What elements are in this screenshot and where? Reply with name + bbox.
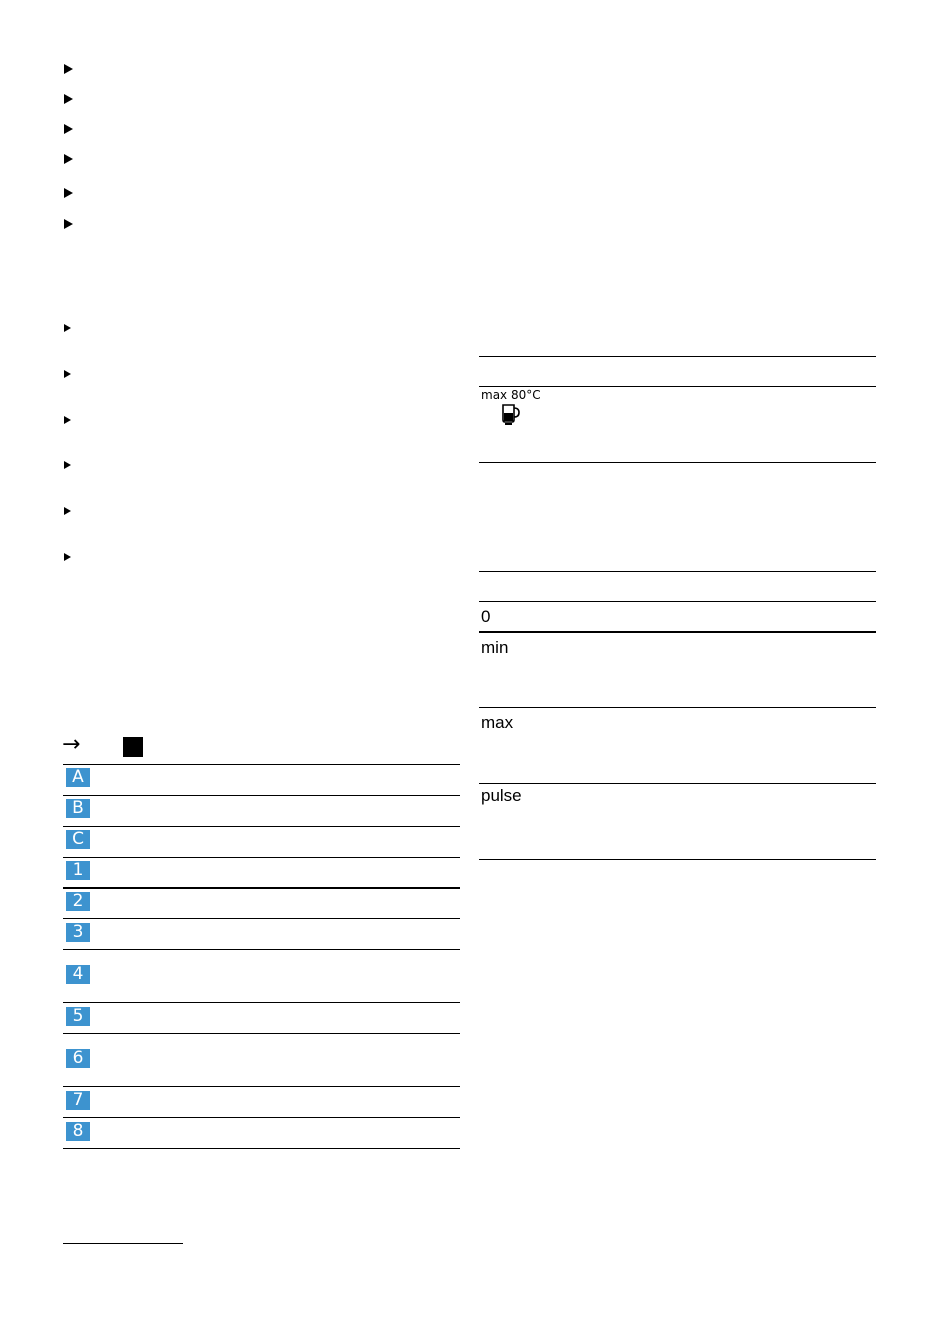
table-rule (479, 571, 876, 572)
table-rule (479, 386, 876, 387)
footnote-separator (63, 1243, 183, 1244)
bullet-icon (64, 370, 71, 378)
table-rule (63, 949, 460, 950)
table-rule (63, 795, 460, 796)
part-badge-3: 3 (66, 923, 90, 942)
speed-setting-max: max (481, 713, 514, 732)
bullet-icon (64, 219, 73, 229)
bullet-icon (64, 188, 73, 198)
part-badge-2: 2 (66, 892, 90, 911)
bullet-icon (64, 64, 73, 74)
table-rule (479, 462, 876, 463)
bullet-icon (64, 94, 73, 104)
table-rule (63, 1086, 460, 1087)
part-badge-6: 6 (66, 1049, 90, 1068)
table-rule (479, 707, 876, 708)
bullet-icon (64, 324, 71, 332)
table-rule (479, 631, 876, 633)
cup-icon (500, 403, 522, 427)
table-rule (479, 783, 876, 784)
table-rule (63, 764, 460, 765)
part-badge-8: 8 (66, 1122, 90, 1141)
part-badge-a: A (66, 768, 90, 787)
table-rule (63, 1148, 460, 1149)
table-rule (63, 826, 460, 827)
table-rule (63, 918, 460, 919)
table-rule (63, 1002, 460, 1003)
bullet-icon (64, 154, 73, 164)
bullet-icon (64, 416, 71, 424)
bullet-icon (64, 507, 71, 515)
speed-setting-off: 0 (481, 607, 491, 626)
black-square-icon (123, 737, 143, 757)
table-rule (479, 356, 876, 357)
part-badge-c: C (66, 830, 90, 849)
table-rule (63, 887, 460, 889)
bullet-icon (64, 461, 71, 469)
table-rule (63, 857, 460, 858)
table-rule (479, 859, 876, 860)
table-rule (63, 1033, 460, 1034)
bullet-icon (64, 553, 71, 561)
table-rule (479, 601, 876, 602)
part-badge-5: 5 (66, 1007, 90, 1026)
part-badge-1: 1 (66, 861, 90, 880)
speed-setting-min: min (481, 638, 509, 657)
part-badge-7: 7 (66, 1091, 90, 1110)
right-arrow-icon: → (62, 732, 81, 757)
speed-setting-pulse: pulse (481, 786, 522, 805)
part-badge-b: B (66, 799, 90, 818)
max-temperature-label: max 80°C (481, 388, 541, 402)
table-rule (63, 1117, 460, 1118)
bullet-icon (64, 124, 73, 134)
part-badge-4: 4 (66, 965, 90, 984)
